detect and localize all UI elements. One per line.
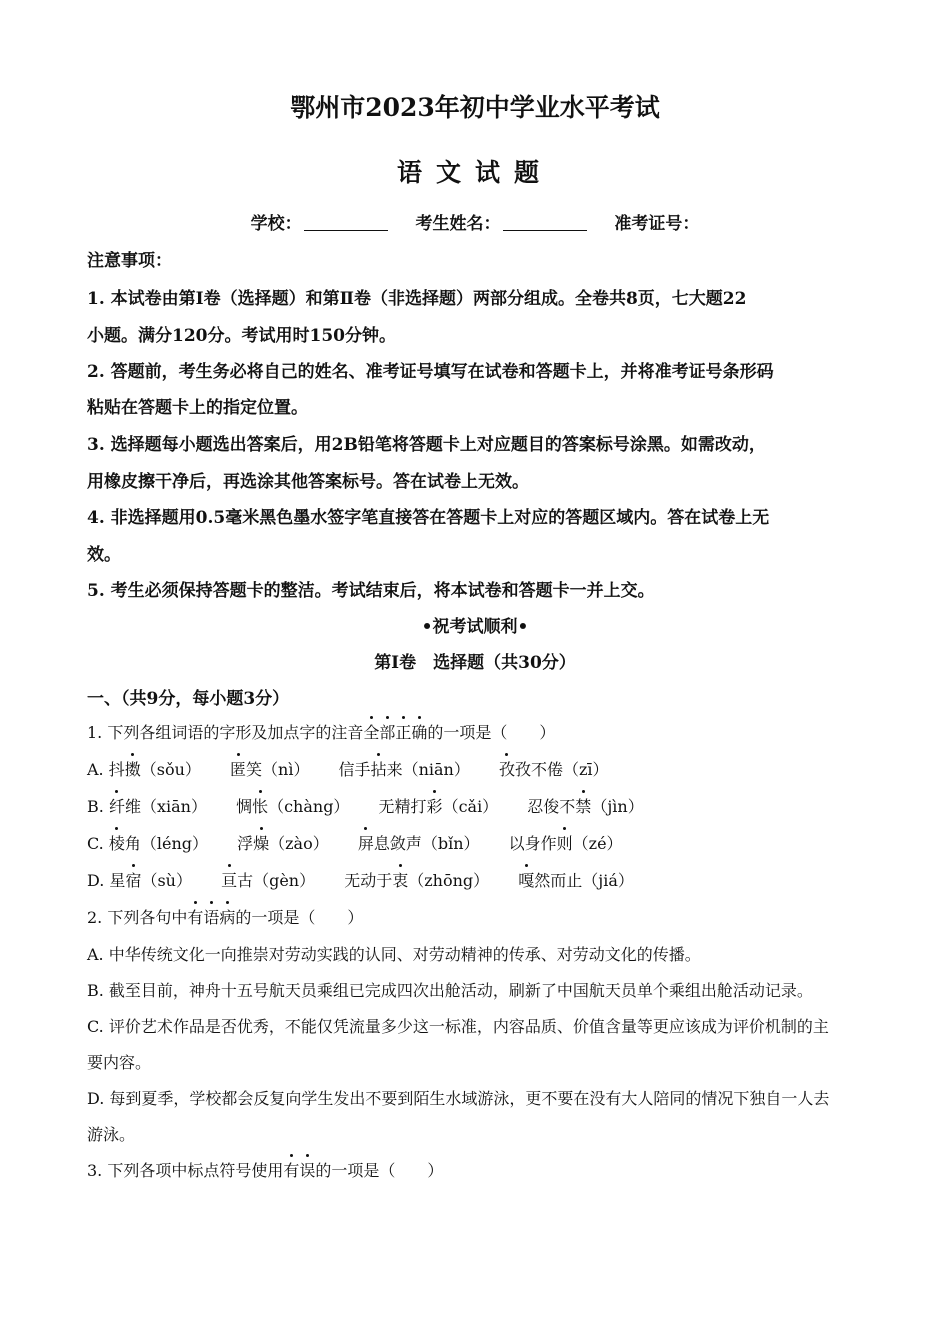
part-heading: 一、（共9分，每小题3分） [87,689,290,709]
notice-line: 用橡皮擦干净后，再选涂其他答案标号。答在试卷上无效。 [87,472,529,492]
name-field: 考生姓名： [416,214,593,234]
word-item: A. 抖擞（sǒu） [87,757,201,780]
question-1-option-c [87,831,867,854]
question-1-option-a [87,757,867,780]
question-1-stem: 1. 下列各组词语的字形及加点字的注音全部正确的一项是（ ） [87,720,867,743]
word-item: B. 纤维（xiān） [87,794,207,817]
question-2-option-c: C. 评价艺术作品是否优秀，不能仅凭流量多少这一标准，内容品质、价值含量等更应该成为评价机制的主 [87,1017,829,1036]
subject-title: 语文试题 [396,158,553,187]
word-item: 惆怅（chàng） [236,794,349,817]
word-item: 孜孜不倦（zī） [499,757,609,780]
word-item: C. 棱角（léng） [87,831,208,854]
school-blank[interactable] [304,213,388,231]
word-item: 亘古（gèn） [221,868,315,891]
word-item: 忍俊不禁（jìn） [527,794,643,817]
good-luck-wish: •祝考试顺利• [421,617,529,637]
word-item: 无动于衷（zhōng） [344,868,489,891]
notice-line: 4. 非选择题用0.5毫米黑色墨水签字笔直接答在答题卡上对应的答题区域内。答在试卷上无 [87,508,770,528]
exam-title: 鄂州市2023年初中学业水平考试 [290,93,660,122]
word-item: 匿笑（nì） [230,757,309,780]
word-item: 以身作则（zé） [509,831,623,854]
word-item: 无精打彩（cǎi） [379,794,499,817]
word-item: 嘎然而止（jiá） [518,868,634,891]
question-2-option-d-cont: 游泳。 [87,1125,136,1144]
notice-line: 1. 本试卷由第Ⅰ卷（选择题）和第Ⅱ卷（非选择题）两部分组成。全卷共8页，七大题22 [87,289,747,309]
notice-line: 2. 答题前，考生务必将自己的姓名、准考证号填写在试卷和答题卡上，并将准考证号条形码 [87,362,774,382]
question-2-option-a: A. 中华传统文化一向推崇对劳动实践的认同、对劳动精神的传承、对劳动文化的传播。 [87,945,701,964]
question-1-option-d [87,868,867,891]
question-2-option-d: D. 每到夏季，学校都会反复向学生发出不要到陌生水域游泳，更不要在没有大人陪同的情况下独自一人去 [87,1089,830,1108]
exam-id-field: 准考证号： [614,214,700,234]
question-2-stem: 2. 下列各句中有语病的一项是（ ） [87,905,867,928]
question-1-option-b [87,794,867,817]
word-item: 屏息敛声（bǐn） [358,831,480,854]
school-field: 学校： [251,214,394,234]
notice-line: 粘贴在答题卡上的指定位置。 [87,398,308,418]
notice-line: 效。 [87,545,121,565]
name-blank[interactable] [503,213,587,231]
notice-heading: 注意事项： [87,251,172,271]
notice-line: 小题。满分120分。考试用时150分钟。 [87,326,396,346]
section-title: 第Ⅰ卷 选择题（共30分） [374,653,576,673]
word-item: 浮燥（zào） [237,831,329,854]
word-item: D. 星宿（sù） [87,868,192,891]
question-2-option-c-cont: 要内容。 [87,1053,152,1072]
notice-line: 5. 考生必须保持答题卡的整洁。考试结束后，将本试卷和答题卡一并上交。 [87,581,655,601]
question-2-option-b: B. 截至目前，神舟十五号航天员乘组已完成四次出舱活动，刷新了中国航天员单个乘组出舱活动记录。 [87,981,813,1000]
notice-line: 3. 选择题每小题选出答案后，用2B铅笔将答题卡上对应题目的答案标号涂黑。如需改动， [87,435,766,455]
word-item: 信手拈来（niān） [339,757,470,780]
student-info-fields [0,209,950,234]
question-3-stem: 3. 下列各项中标点符号使用有误的一项是（ ） [87,1158,867,1181]
